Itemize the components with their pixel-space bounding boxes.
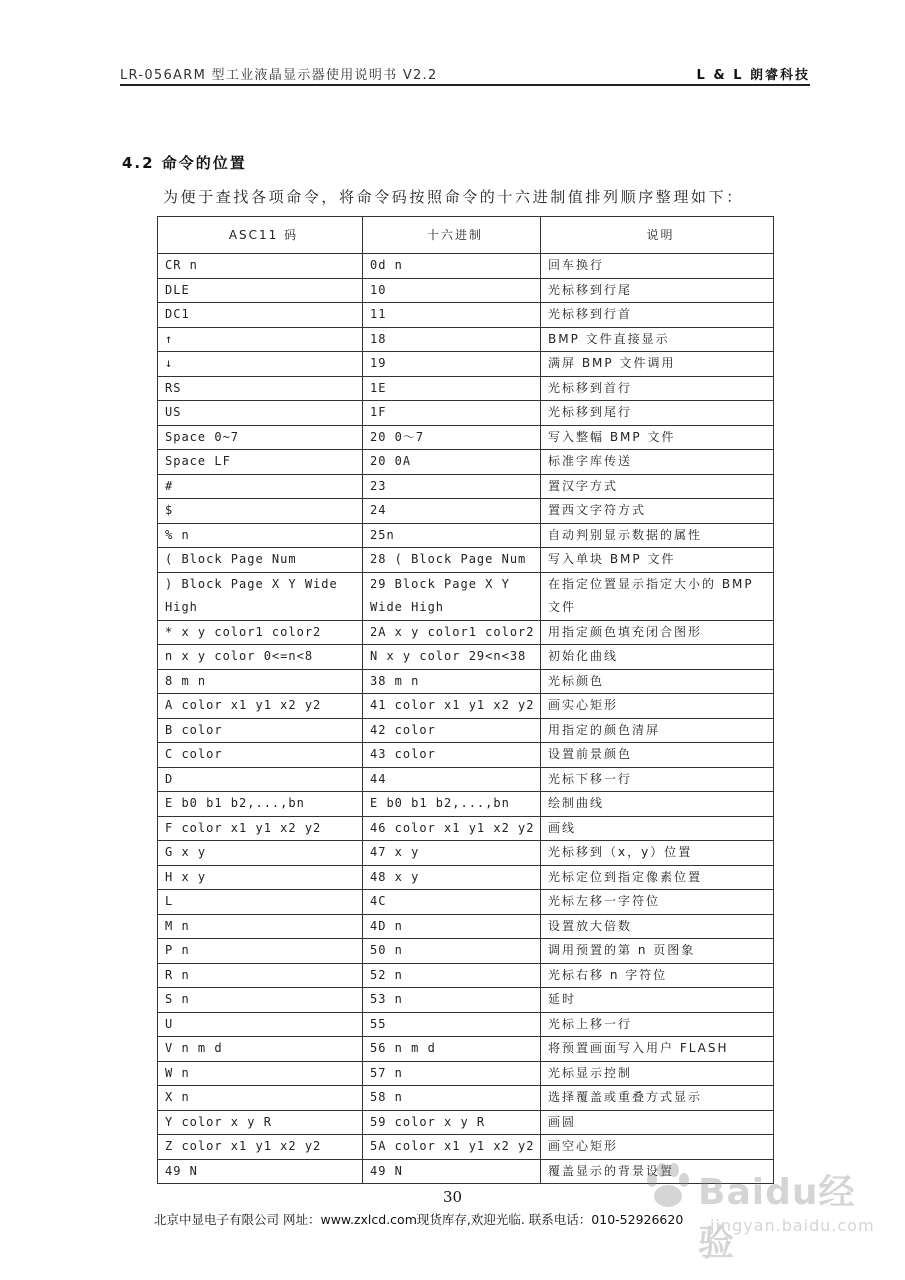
cell-desc: 在指定位置显示指定大小的 BMP 文件	[541, 572, 774, 620]
cell-desc: 光标移到行首	[541, 303, 774, 328]
table-row	[158, 1110, 774, 1135]
cell-ascii: 8 m n	[158, 669, 363, 694]
cell-desc: 调用预置的第 n 页图象	[541, 939, 774, 964]
cell-hex: 2A x y color1 color2	[363, 620, 541, 645]
watermark	[640, 1150, 875, 1270]
cell-ascii: F color x1 y1 x2 y2	[158, 816, 363, 841]
page-number: 30	[442, 1188, 463, 1206]
table-row	[158, 743, 774, 768]
cell-hex: 43 color	[363, 743, 541, 768]
cell-ascii: DC1	[158, 303, 363, 328]
cell-desc: 标准字库传送	[541, 450, 774, 475]
cell-hex: 59 color x y R	[363, 1110, 541, 1135]
header-hex: 十六进制	[363, 217, 541, 254]
cell-ascii: S n	[158, 988, 363, 1013]
cell-desc: 光标显示控制	[541, 1061, 774, 1086]
watermark-text: Baidu经验	[698, 1172, 856, 1264]
cell-desc: 光标左移一字符位	[541, 890, 774, 915]
cell-ascii: C color	[158, 743, 363, 768]
cell-ascii: $	[158, 499, 363, 524]
cell-desc: 绘制曲线	[541, 792, 774, 817]
cell-desc: 画实心矩形	[541, 694, 774, 719]
table-row	[158, 572, 774, 620]
table-row	[158, 841, 774, 866]
cell-desc: 覆盖显示的背景设置	[541, 1159, 774, 1184]
table-row	[158, 327, 774, 352]
cell-ascii: Space LF	[158, 450, 363, 475]
cell-desc: 置汉字方式	[541, 474, 774, 499]
cell-desc: 用指定的颜色清屏	[541, 718, 774, 743]
cell-desc: 设置前景颜色	[541, 743, 774, 768]
table-row	[158, 376, 774, 401]
cell-desc: 初始化曲线	[541, 645, 774, 670]
cell-desc: 写入整幅 BMP 文件	[541, 425, 774, 450]
cell-ascii: A color x1 y1 x2 y2	[158, 694, 363, 719]
table-header-row	[158, 217, 774, 254]
table-row	[158, 988, 774, 1013]
table-body	[158, 254, 774, 1184]
cell-ascii: Z color x1 y1 x2 y2	[158, 1135, 363, 1160]
cell-hex: 23	[363, 474, 541, 499]
cell-desc: 画圆	[541, 1110, 774, 1135]
table-row	[158, 816, 774, 841]
cell-ascii: US	[158, 401, 363, 426]
table-row	[158, 645, 774, 670]
header-ascii: ASC11 码	[158, 217, 363, 254]
cell-hex: 20 0～7	[363, 425, 541, 450]
cell-hex: 4C	[363, 890, 541, 915]
cell-desc: 光标移到尾行	[541, 401, 774, 426]
table-row	[158, 254, 774, 279]
cell-ascii: * x y color1 color2	[158, 620, 363, 645]
cell-hex: 48 x y	[363, 865, 541, 890]
section-title: 4.2 命令的位置	[122, 154, 247, 172]
cell-hex: 0d n	[363, 254, 541, 279]
cell-desc: 满屏 BMP 文件调用	[541, 352, 774, 377]
cell-ascii: E b0 b1 b2,...,bn	[158, 792, 363, 817]
cell-desc: 设置放大倍数	[541, 914, 774, 939]
table-row	[158, 278, 774, 303]
cell-ascii: 49 N	[158, 1159, 363, 1184]
cell-hex: 29 Block Page X Y Wide High	[363, 572, 541, 620]
cell-ascii: ( Block Page Num	[158, 548, 363, 573]
cell-hex: 42 color	[363, 718, 541, 743]
table-row	[158, 890, 774, 915]
cell-desc: 将预置画面写入用户 FLASH	[541, 1037, 774, 1062]
table-row	[158, 548, 774, 573]
cell-ascii: D	[158, 767, 363, 792]
table-row	[158, 425, 774, 450]
cell-hex: 56 n m d	[363, 1037, 541, 1062]
cell-hex: 28 ( Block Page Num	[363, 548, 541, 573]
table-row	[158, 523, 774, 548]
cell-desc: 回车换行	[541, 254, 774, 279]
table-row	[158, 669, 774, 694]
cell-hex: 1E	[363, 376, 541, 401]
cell-hex: 47 x y	[363, 841, 541, 866]
cell-desc: BMP 文件直接显示	[541, 327, 774, 352]
cell-ascii: M n	[158, 914, 363, 939]
cell-hex: 24	[363, 499, 541, 524]
cell-hex: 5A color x1 y1 x2 y2	[363, 1135, 541, 1160]
cell-desc: 置西文字符方式	[541, 499, 774, 524]
table-row	[158, 1037, 774, 1062]
cell-hex: 53 n	[363, 988, 541, 1013]
table-row	[158, 939, 774, 964]
paw-icon	[640, 1158, 696, 1214]
cell-hex: 57 n	[363, 1061, 541, 1086]
cell-hex: 38 m n	[363, 669, 541, 694]
cell-ascii: Y color x y R	[158, 1110, 363, 1135]
cell-hex: 19	[363, 352, 541, 377]
cell-desc: 光标移到首行	[541, 376, 774, 401]
cell-hex: 49 N	[363, 1159, 541, 1184]
cell-hex: 4D n	[363, 914, 541, 939]
cell-ascii: ↑	[158, 327, 363, 352]
cell-desc: 画线	[541, 816, 774, 841]
cell-ascii: L	[158, 890, 363, 915]
table-row	[158, 718, 774, 743]
cell-ascii: B color	[158, 718, 363, 743]
cell-ascii: ↓	[158, 352, 363, 377]
cell-ascii: P n	[158, 939, 363, 964]
cell-ascii: DLE	[158, 278, 363, 303]
cell-hex: 52 n	[363, 963, 541, 988]
cell-ascii: RS	[158, 376, 363, 401]
cell-ascii: G x y	[158, 841, 363, 866]
cell-desc: 光标下移一行	[541, 767, 774, 792]
table-row	[158, 865, 774, 890]
cell-desc: 写入单块 BMP 文件	[541, 548, 774, 573]
cell-ascii: Space 0~7	[158, 425, 363, 450]
cell-hex: 55	[363, 1012, 541, 1037]
cell-ascii: W n	[158, 1061, 363, 1086]
page-footer: 北京中显电子有限公司 网址：www.zxlcd.com现货库存,欢迎光临. 联系电话：010-52926620	[154, 1212, 684, 1227]
cell-hex: 46 color x1 y1 x2 y2	[363, 816, 541, 841]
cell-hex: 50 n	[363, 939, 541, 964]
table-row	[158, 303, 774, 328]
cell-desc: 画空心矩形	[541, 1135, 774, 1160]
table-row	[158, 499, 774, 524]
table-row	[158, 474, 774, 499]
cell-ascii: #	[158, 474, 363, 499]
table-row	[158, 792, 774, 817]
cell-desc: 光标定位到指定像素位置	[541, 865, 774, 890]
cell-hex: N x y color 29<n<38	[363, 645, 541, 670]
header-desc: 说明	[541, 217, 774, 254]
cell-hex: 18	[363, 327, 541, 352]
table-row	[158, 620, 774, 645]
cell-ascii: V n m d	[158, 1037, 363, 1062]
cell-ascii: CR n	[158, 254, 363, 279]
table-row	[158, 1012, 774, 1037]
cell-hex: 44	[363, 767, 541, 792]
cell-desc: 光标颜色	[541, 669, 774, 694]
table-row	[158, 963, 774, 988]
cell-hex: 58 n	[363, 1086, 541, 1111]
cell-desc: 光标上移一行	[541, 1012, 774, 1037]
table-row	[158, 914, 774, 939]
table-row	[158, 450, 774, 475]
header-title: LR-056ARM 型工业液晶显示器使用说明书 V2.2	[120, 68, 438, 83]
watermark-sub: jingyan.baidu.com	[710, 1216, 875, 1235]
cell-hex: 1F	[363, 401, 541, 426]
cell-hex: 10	[363, 278, 541, 303]
cell-ascii: H x y	[158, 865, 363, 890]
cell-desc: 用指定颜色填充闭合图形	[541, 620, 774, 645]
table-row	[158, 1086, 774, 1111]
cell-hex: 25n	[363, 523, 541, 548]
header-company: L & L 朗睿科技	[696, 68, 810, 83]
cell-hex: 20 0A	[363, 450, 541, 475]
cell-ascii: % n	[158, 523, 363, 548]
cell-hex: 41 color x1 y1 x2 y2	[363, 694, 541, 719]
cell-desc: 延时	[541, 988, 774, 1013]
cell-ascii: R n	[158, 963, 363, 988]
cell-desc: 光标移到行尾	[541, 278, 774, 303]
cell-ascii: ) Block Page X Y Wide High	[158, 572, 363, 620]
cell-desc: 选择覆盖或重叠方式显示	[541, 1086, 774, 1111]
table-row	[158, 767, 774, 792]
command-table	[157, 216, 774, 1184]
table-row	[158, 401, 774, 426]
cell-ascii: X n	[158, 1086, 363, 1111]
cell-desc: 自动判别显示数据的属性	[541, 523, 774, 548]
cell-desc: 光标右移 n 字符位	[541, 963, 774, 988]
table-row	[158, 1061, 774, 1086]
table-row	[158, 694, 774, 719]
cell-hex: 11	[363, 303, 541, 328]
cell-desc: 光标移到（x，y）位置	[541, 841, 774, 866]
table-row	[158, 352, 774, 377]
intro-text: 为便于查找各项命令，将命令码按照命令的十六进制值排列顺序整理如下：	[163, 188, 744, 206]
cell-ascii: U	[158, 1012, 363, 1037]
cell-hex: E b0 b1 b2,...,bn	[363, 792, 541, 817]
page-header	[120, 62, 810, 86]
cell-ascii: n x y color 0<=n<8	[158, 645, 363, 670]
